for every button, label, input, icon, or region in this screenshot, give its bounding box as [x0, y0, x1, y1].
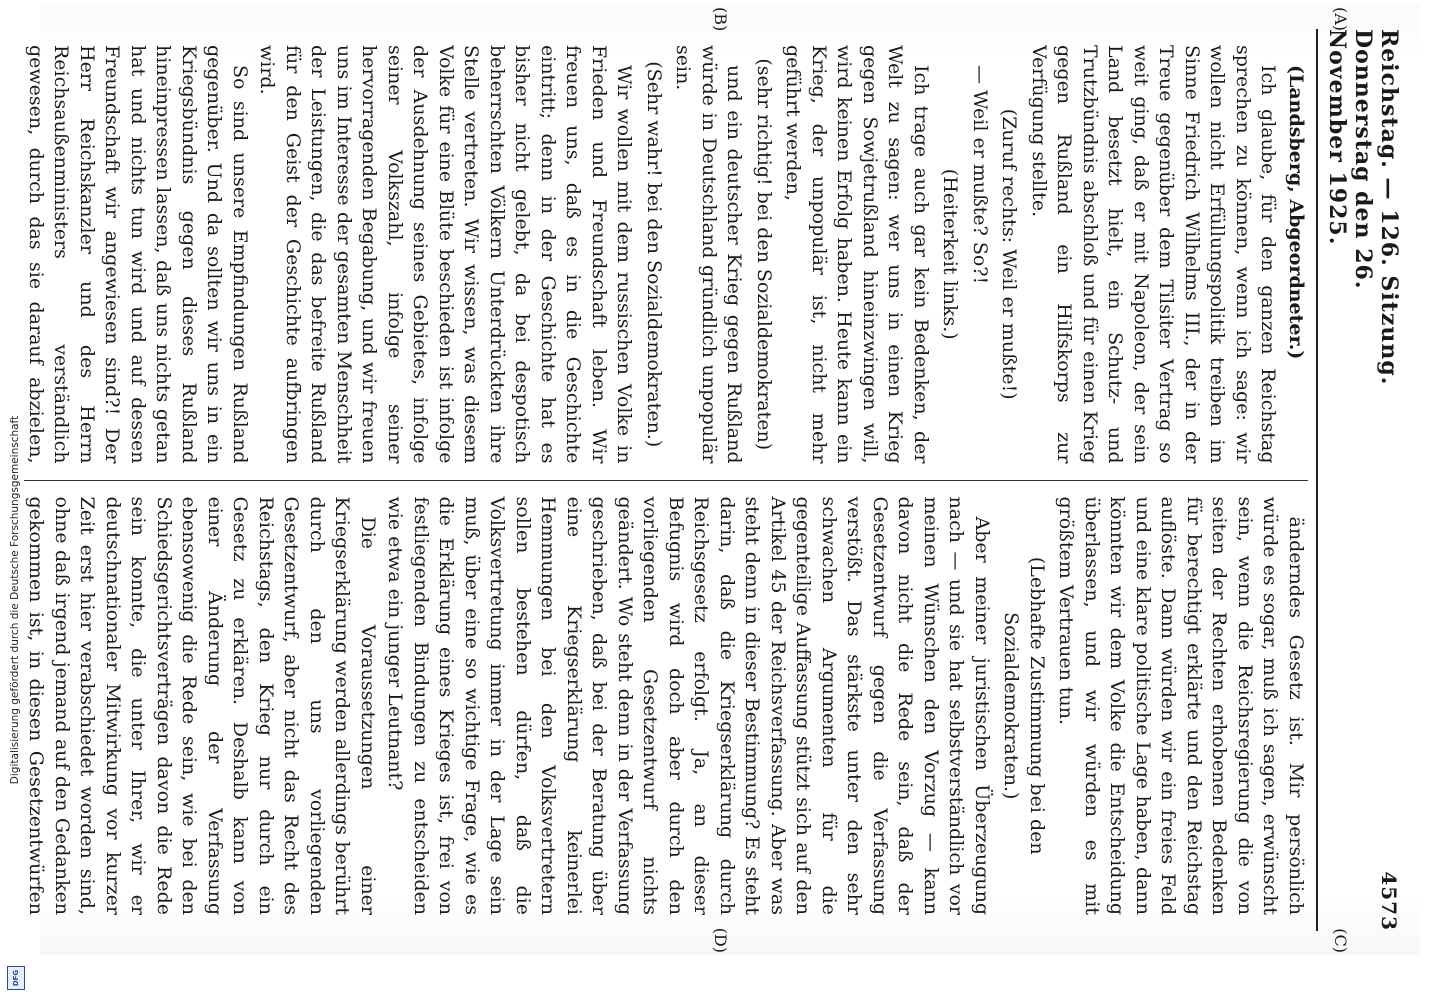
- right-paragraph-2: Aber meiner juristischen Überzeugung nach — und sie hat selbstverständlich vor meinen Wünschen den Vorzug — kann davon nicht die Rede sein, daß der Gesetzentwurf gegen die Verfassung verstößt. Das stärkste unter den sehr schwachen Argumenten für die gegenteilige Auffassung stützt sich auf den Artikel 45 der Reichsverfassung. Aber was steht denn in dieser Bestimmung? Es steht darin, daß die Kriegserklärung durch Reichsgesetz erfolgt. Ja, an dieser Befugnis wird doch aber durch den vorliegenden Gesetzentwurf nichts geändert. Wo steht denn in der Verfassung geschrieben, daß bei der Beratung über eine Kriegserklärung keinerlei Hemmungen bei den Volksvertretern sollen bestehen dürfen, daß die Volksvertretung immer in der Lage sein muß, über eine so wichtige Frage, wie es die Erklärung eines Krieges ist, frei von festliegenden Bindungen zu entscheiden wie etwa ein junger Leutnant?: [384, 496, 993, 915]
- credit-sidebar: [4, 0, 26, 1000]
- left-paragraph-3: Ich trage auch gar kein Bedenken, der Welt zu sagen: wer uns in einen Krieg gegen Sowjetrußland hineinzwingen will, wird keinen Erfolg haben. Heute kann ein Krieg, der unpopulär ist, nicht mehr geführt werden,: [782, 45, 932, 464]
- right-column: [24, 481, 1308, 932]
- left-column: [24, 29, 1308, 480]
- left-interjection-4: (Sehr wahr! bei den Sozialdemokraten.): [643, 61, 665, 448]
- left-paragraph-1: Ich glaube, für den ganzen Reichstag sprechen zu können, wenn ich sage: wir wollen nicht Erfüllungspolitik treiben im Sinne Friedrich Wilhelms III., der in der Treue gegenüber dem Tilsiter Vertrag so weit ging, daß er mit Napoleon, der sein Land besetzt hielt, ein Schutz- und Trutzbündnis abschloß und für einen Krieg gegen Rußland ein Hilfskorps zur Verfügung stellte.: [1028, 45, 1280, 464]
- margin-mark-a: (A): [1331, 7, 1350, 32]
- dfg-logo-icon: [7, 966, 25, 990]
- left-interjection-1: (Zuruf rechts: Weil er mußte!): [998, 108, 1021, 400]
- margin-mark-c: (C): [1331, 928, 1350, 953]
- header-title: Reichstag. — 126. Sitzung. Donnerstag den 26. November 1925.: [1324, 29, 1402, 386]
- right-interjection-1: (Lebhafte Zustimmung bei den Sozialdemokraten.): [1000, 556, 1048, 855]
- scanned-page: [25, 5, 1420, 955]
- left-paragraph-5: Wir wollen mit dem russischen Volke in Frieden und Freundschaft leben. Wir freuen uns, daß es in die Geschichte eintritt; denn in der Geschichte hat es bisher nicht gelebt, da bei despotisch beherrschten Völkern Unterdrückten ihre Stelle vertreten. Wir wissen, was diesem Volke für eine Blüte beschieden ist infolge der Ausdehnung seines Gebietes, infolge seiner Volkszahl, infolge seiner hervorragenden Begabung, und wir freuen uns im Interesse der gesamten Menschheit der Leistungen, die das befreite Rußland für den Geist der Geschichte aufbringen wird.: [256, 45, 636, 464]
- left-interjection-3: (sehr richtig! bei den Sozialdemokraten): [753, 58, 775, 451]
- right-paragraph-3: Die Voraussetzungen einer Kriegserklärung werden allerdings berührt durch den uns vorliegenden Gesetzentwurf, aber nicht das Recht des Reichstags, den Krieg nur durch ein Gesetz zu erklären. Deshalb kann von einer Änderung der Verfassung ebensowenig die Rede sein, wie bei den Schiedsgerichtsverträgen davon die Rede sein konnte, die unter Ihrer, wir er deutschnationaler Mitwirkung vor kurzer Zeit erst hier verabschiedet worden sind, ohne daß irgend jemand auf den Gedanken gekommen ist, in diesen Gesetzentwürfen: [25, 496, 379, 915]
- dfg-logo-text: DFG: [12, 969, 20, 987]
- page-number: 4573: [1377, 871, 1401, 931]
- digitization-credit: Digitalisierung gefördert durch die Deutsche Forschungsgemeinschaft: [9, 415, 21, 785]
- margin-mark-d: (D): [711, 927, 730, 953]
- margin-mark-b: (B): [711, 7, 730, 32]
- left-paragraph-2: — Weil er mußte? So?!: [969, 65, 991, 285]
- left-interjection-2: (Heiterkeit links.): [939, 168, 962, 340]
- right-paragraph-1: änderndes Gesetz ist. Mir persönlich würde es sogar, muß ich sagen, erwünscht sein, wenn die Reichsregierung die von seiten der Rechten erhobenen Bedenken für berechtigt erklärte und den Reichstag auflöste. Dann würden wir ein freies Feld und eine klare politische Lage haben, dann könnten wir dem Volke die Entscheidung überlassen, und wir würden es mit größtem Vertrauen tun.: [1055, 496, 1307, 915]
- left-paragraph-6: So sind unsere Empfindungen Rußland gegenüber. Und da sollten wir uns in ein Kriegsbündnis gegen dieses Rußland hineinpressen lassen, daß uns nichts getan hat und nichts tun wird und auf dessen Freundschaft wir angewiesen sind?! Der Herr Reichskanzler und des Herrn Reichsaußenministers verständlich gewesen, durch das sie darauf abzielen,: [25, 45, 251, 464]
- speaker-label: (Landsberg, Abgeordneter.): [1285, 65, 1307, 360]
- page-header: [1316, 29, 1402, 931]
- left-paragraph-4: und ein deutscher Krieg gegen Rußland würde in Deutschland gründlich unpopulär sein.: [672, 45, 746, 464]
